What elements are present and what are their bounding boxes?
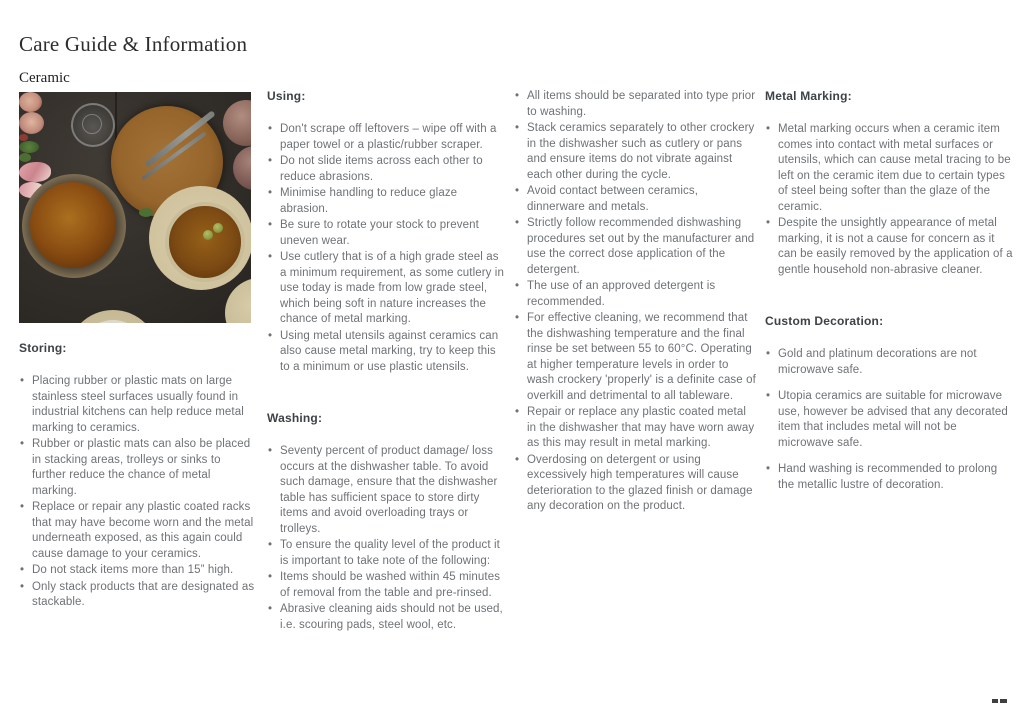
using-list <box>267 122 507 375</box>
olive <box>203 230 213 240</box>
metal-marking-list <box>765 122 1015 278</box>
bullet-item: • Do not stack items more than 15” high. <box>19 563 257 579</box>
bullet-item: • Gold and platinum decorations are not microwave safe. <box>765 347 1015 378</box>
rust-bowl <box>30 182 116 268</box>
bullet-item: • To ensure the quality level of the product it is important to take note of the following: <box>267 538 507 569</box>
column-metal-marking <box>765 89 1015 504</box>
copper-bowl <box>233 146 251 190</box>
bullet-item: • Hand washing is recommended to prolong the metallic lustre of decoration. <box>765 462 1015 493</box>
copper-bowl <box>223 100 251 146</box>
parsley-garnish <box>139 208 153 217</box>
bullet-item: • Metal marking occurs when a ceramic item comes into contact with metal surfaces or utensils, which can cause metal tracing to be left on the ceramic item due to certain types of steel being softer than the glaze of the ceramic. <box>765 122 1015 215</box>
fig-center <box>19 134 28 141</box>
metal-marking-heading: Metal Marking: <box>765 89 852 103</box>
washing-heading: Washing: <box>267 411 323 425</box>
fig-fruit <box>19 92 42 112</box>
bullet-item: • Using metal utensils against ceramics can also cause metal marking, try to keep this to a minimum or use plastic utensils. <box>267 329 507 376</box>
bullet-item: • Placing rubber or plastic mats on large stainless steel surfaces usually found in industrial kitchens can help reduce metal marking to ceramics. <box>19 374 257 436</box>
bullet-item: • Don't scrape off leftovers – wipe off with a paper towel or a plastic/rubber scraper. <box>267 122 507 153</box>
corner-plate <box>225 278 251 323</box>
column-storing <box>19 92 257 612</box>
bullet-item: • Do not slide items across each other to reduce abrasions. <box>267 154 507 185</box>
tableware-photo <box>19 92 251 323</box>
bullet-item: • Rubber or plastic mats can also be placed in stacking areas, trolleys or sinks to further reduce the chance of metal marking. <box>19 437 257 499</box>
bullet-item: • Abrasive cleaning aids should not be used, i.e. scouring pads, steel wool, etc. <box>267 602 507 633</box>
bullet-item: • Despite the unsightly appearance of metal marking, it is not a cause for concern as it can be easily removed by the application of a gentle household non-abrasive cleaner. <box>765 216 1015 278</box>
bullet-item: • Strictly follow recommended dishwashing procedures set out by the manufacturer and use the correct dose application of the detergent. <box>514 216 756 278</box>
bullet-item: • Use cutlery that is of a high grade steel as a minimum requirement, as some cutlery in use today is made from low grade steel, which being soft in nature increases the chance of metal marking. <box>267 250 507 328</box>
bullet-item: • Avoid contact between ceramics, dinnerware and metals. <box>514 184 756 215</box>
bullet-item: • Only stack products that are designated as stackable. <box>19 580 257 611</box>
herb-garnish <box>19 141 39 153</box>
custom-decoration-heading: Custom Decoration: <box>765 314 884 328</box>
storing-list <box>19 374 257 611</box>
column-using-washing <box>267 89 507 634</box>
custom-decoration-list <box>765 347 1015 493</box>
page-title: Care Guide & Information <box>19 32 248 57</box>
bullet-item: • Utopia ceramics are suitable for microwave use, however be advised that any decorated item that includes metal will not be microwave safe. <box>765 389 1015 451</box>
bullet-item: • Minimise handling to reduce glaze abrasion. <box>267 186 507 217</box>
soup-bowl <box>165 202 245 282</box>
bullet-item: • Overdosing on detergent or using excessively high temperatures will cause deterioration to the glazed finish or damage any decoration on the product. <box>514 453 756 515</box>
bullet-item: • Repair or replace any plastic coated metal in the dishwasher that may have worn away as this may result in metal marking. <box>514 405 756 452</box>
bullet-item: • Items should be washed within 45 minutes of removal from the table and pre-rinsed. <box>267 570 507 601</box>
page-subtitle: Ceramic <box>19 70 70 87</box>
bullet-item: • Replace or repair any plastic coated racks that may have become worn and the metal underneath exposed, as this again could cause damage to your ceramics. <box>19 500 257 562</box>
bullet-item: • For effective cleaning, we recommend that the dishwashing temperature and the final rinse be set between 55 to 60°C. Operating at higher temperature levels in order to wash crockery 'properly' is a definite case of overkill and detrimental to all tableware. <box>514 311 756 404</box>
prosciutto <box>19 162 51 182</box>
drinking-glass <box>71 103 115 147</box>
olive <box>213 223 223 233</box>
washing-list <box>267 444 507 633</box>
using-heading: Using: <box>267 89 306 103</box>
washing-continued-list <box>514 89 756 515</box>
bullet-item: • Be sure to rotate your stock to prevent uneven wear. <box>267 218 507 249</box>
column-washing-continued <box>514 89 756 516</box>
bullet-item: • The use of an approved detergent is recommended. <box>514 279 756 310</box>
bullet-item: • All items should be separated into type prior to washing. <box>514 89 756 120</box>
storing-heading: Storing: <box>19 341 67 355</box>
fig-fruit <box>19 112 44 134</box>
herb-garnish <box>19 153 31 162</box>
partial-page-number <box>992 699 1008 703</box>
bullet-item: • Stack ceramics separately to other crockery in the dishwasher such as cutlery or pans and ensure items do not vibrate against each other during the cycle. <box>514 121 756 183</box>
bullet-item: • Seventy percent of product damage/ loss occurs at the dishwasher table. To avoid such damage, ensure that the dishwasher table has sufficient space to store dirty items and avoid overloading trays or trolleys. <box>267 444 507 537</box>
